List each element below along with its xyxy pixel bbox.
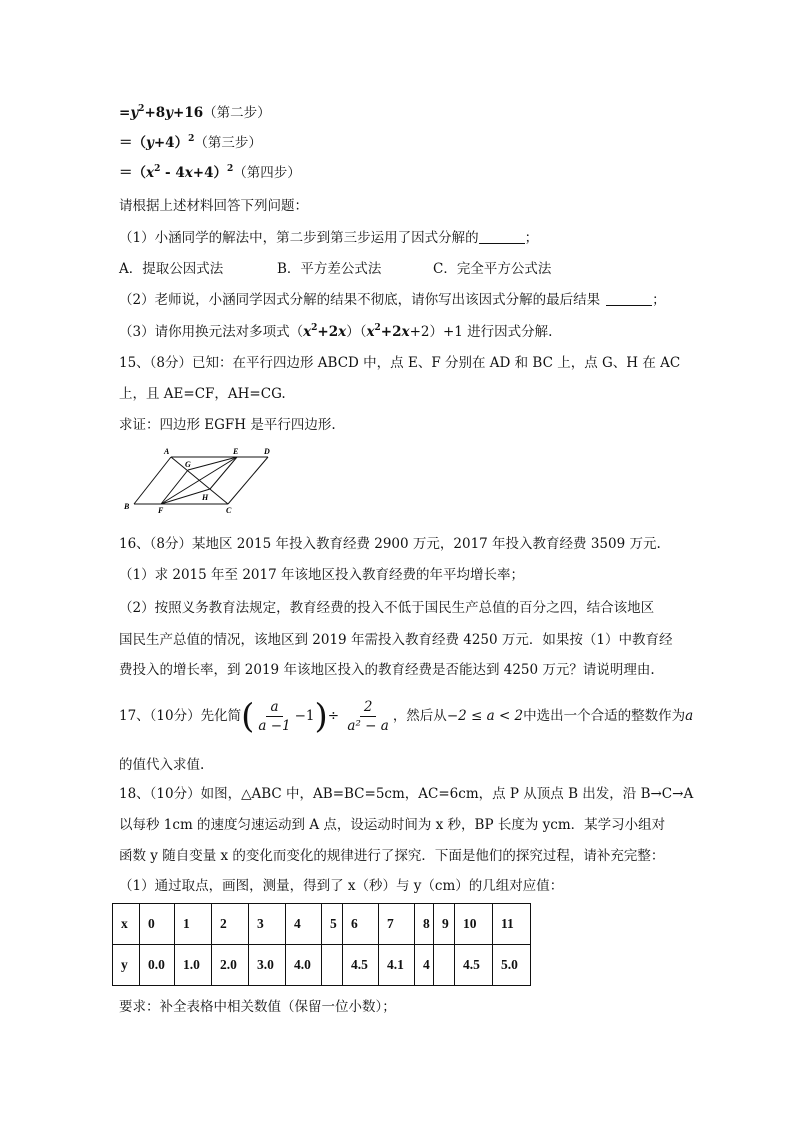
q14-options [119,259,551,279]
table-cell: 4 [415,945,434,986]
table-cell: 7 [379,904,415,945]
label-c: C [226,506,232,515]
table-cell: 10 [455,904,493,945]
table-cell: 4.5 [343,945,379,986]
table-cell: 9 [434,904,455,945]
table-cell: 3 [249,904,286,945]
table-cell-blank[interactable] [434,945,455,986]
q18-line2: 以每秒 1cm 的速度匀速运动到 A 点，设运动时间为 x 秒，BP 长度为 ycm．某学习小组对 [119,817,666,833]
table-row-y [113,945,531,986]
table-cell: 3.0 [249,945,286,986]
q16-line5: 费投入的增长率，到 2019 年该地区投入的教育经费是否能达到 4250 万元？请说明理由. [119,662,655,678]
q14-part1: （1）小涵同学的解法中，第二步到第三步运用了因式分解的 ； [119,230,539,246]
q18-line5: 要求：补全表格中相关数值（保留一位小数）； [119,999,396,1015]
table-cell: 5.0 [493,945,531,986]
table-cell: 4.0 [286,945,322,986]
q18-line3: 函数 y 随自变量 x 的变化而变化的规律进行了探究．下面是他们的探究过程，请补充完整： [119,848,665,864]
table-row-x [113,904,531,945]
q14-part2: （2）老师说，小涵同学因式分解的结果不彻底，请你写出该因式分解的最后结果 ； [119,292,666,308]
table-cell: 5 [322,904,343,945]
label-h: H [202,493,209,502]
table-cell: 4.5 [455,945,493,986]
q14-part3: （3）请你用换元法对多项式$(x^2+2x)(x^2+2x+2)+1$ 进行因式分解. [119,323,553,340]
q16-line1: 16、（8分）某地区 2015 年投入教育经费 2900 万元，2017 年投入教育经费 3509 万元. [119,536,661,552]
table-cell: 0.0 [140,945,175,986]
table-cell: 4 [286,904,322,945]
table-cell: 2 [212,904,249,945]
label-g: G [185,460,191,469]
xy-table [112,903,531,986]
prompt: 请根据上述材料回答下列问题： [119,198,308,214]
table-cell: 6 [343,904,379,945]
q16-line3: （2）按照义务教育法规定，教育经费的投入不低于国民生产总值的百分之四，结合该地区 [119,600,655,616]
table-cell: 0 [140,904,175,945]
parallelogram-figure [118,445,278,515]
step-three: $=(y+4)^2$（第三步） [119,134,262,151]
q17-line2: 的值代入求值. [119,757,205,773]
label-e: E [233,447,239,456]
q17-line1: 17、（10分）先化简( $\frac{a}{a -1}$ −1)÷ $\frac{2}{\text{a² − a}}$ ，然后从−2 ≤ a < 2中选出一个合适的整数作为a [119,696,694,737]
option-a[interactable]: A．提取公因式法 [119,261,224,277]
answer-blank[interactable] [479,231,525,244]
table-cell: x [113,904,140,945]
table-cell: 1 [175,904,212,945]
q18-line1: 18、（10分）如图，△ABC 中，AB=BC=5cm，AC=6cm，点 P 从顶点 B 出发，沿 B→C→A [119,786,694,802]
q15-line1: 15、（8分）已知：在平行四边形 ABCD 中，点 E、F 分别在 AD 和 BC 上，点 G、H 在 AC [119,355,681,371]
table-cell-blank[interactable] [322,945,343,986]
q18-line4: （1）通过取点，画图，测量，得到了 x（秒）与 y（cm）的几组对应值： [119,878,564,894]
step-two: $=y^2+8y+16$（第二步） [119,104,271,121]
table-cell: 1.0 [175,945,212,986]
step-four: $=(x^2 - 4x+4)^2$（第四步） [119,164,301,181]
option-b[interactable]: B．平方差公式法 [277,261,382,277]
table-cell: 8 [415,904,434,945]
table-cell: y [113,945,140,986]
q16-line4: 国民生产总值的情况，该地区到 2019 年需投入教育经费 4250 万元．如果按（1）中教育经 [119,632,673,648]
label-b: B [124,502,130,511]
option-c[interactable]: C．完全平方公式法 [433,261,552,277]
table-cell: 2.0 [212,945,249,986]
q15-line2: 上，且 AE=CF，AH=CG. [119,386,286,402]
q16-line2: （1）求 2015 年至 2017 年该地区投入教育经费的年平均增长率； [119,567,524,583]
label-f: F [158,506,164,515]
answer-blank[interactable] [606,293,652,306]
table-cell: 4.1 [379,945,415,986]
label-d: D [264,447,270,456]
table-cell: 11 [493,904,531,945]
q15-line3: 求证：四边形 EGFH 是平行四边形. [119,417,336,433]
label-a: A [164,447,170,456]
